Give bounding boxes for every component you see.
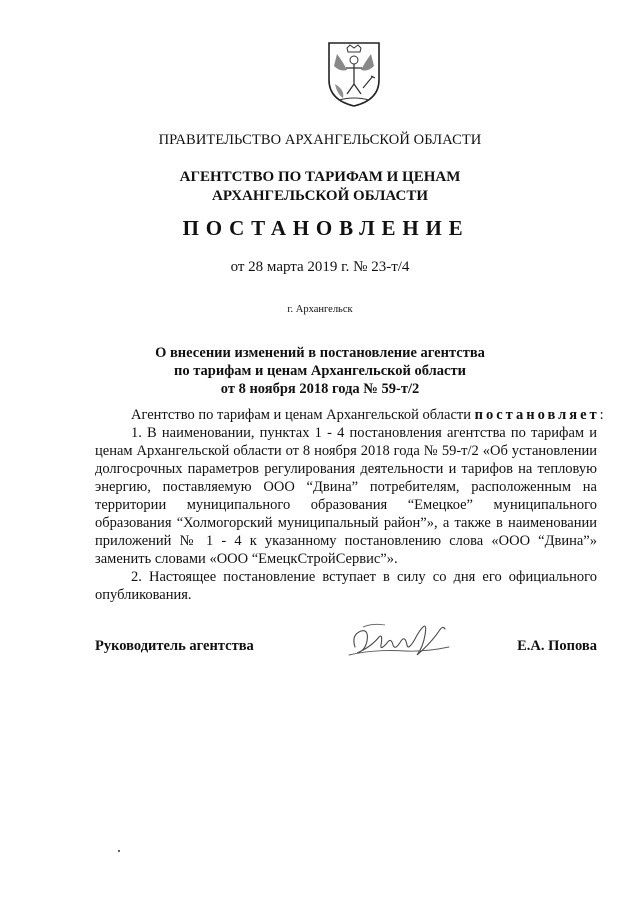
subject-title: [0, 344, 640, 398]
intro-end: :: [599, 407, 604, 423]
paragraph-2: 2. Настоящее постановление вступает в силу со дня его официального опубликования.: [95, 569, 597, 603]
document-body: [95, 406, 604, 604]
signatory-role: Руководитель агентства: [95, 638, 254, 654]
agency-title-line2: АРХАНГЕЛЬСКОЙ ОБЛАСТИ: [212, 188, 428, 204]
coat-of-arms-icon: [325, 40, 383, 108]
agency-title-line1: АГЕНТСТВО ПО ТАРИФАМ И ЦЕНАМ: [179, 169, 461, 185]
handwritten-signature: [345, 617, 460, 663]
intro-decree: постановляет: [474, 407, 600, 423]
agency-title: [0, 168, 640, 206]
intro-text: Агентство по тарифам и ценам Архангельской области: [131, 407, 475, 423]
signatory-name: Е.А. Попова: [517, 638, 597, 654]
subject-line2: по тарифам и ценам Архангельской области: [174, 363, 466, 379]
government-title: ПРАВИТЕЛЬСТВО АРХАНГЕЛЬСКОЙ ОБЛАСТИ: [158, 132, 482, 148]
date-number: от 28 марта 2019 г. № 23-т/4: [230, 259, 410, 275]
subject-line3: от 8 ноября 2018 года № 59-т/2: [220, 381, 420, 397]
paragraph-1: 1. В наименовании, пунктах 1 - 4 постановления агентства по тарифам и ценам Архангельской области от 8 ноября 2018 года № 59-т/2 «Об установлении долгосрочных параметров регулирования деятельности и тарифов на тепловую энергию, поставляемую ООО “Двина” потребителям, расположенным на территории муниципального образования “Емецкое” муниципального образования “Холмогорский муниципальный район”», а также в наименовании приложений № 1 - 4 к указанному постановлению слова «ООО “Двина”» заменить словами «ООО “ЕмецкСтройСервис”».: [95, 425, 597, 567]
city: г. Архангельск: [287, 304, 353, 315]
document-type: ПОСТАНОВЛЕНИЕ: [182, 216, 470, 240]
subject-line1: О внесении изменений в постановление агентства: [155, 345, 485, 361]
page-speck: [118, 850, 120, 852]
intro-paragraph: [95, 406, 604, 424]
